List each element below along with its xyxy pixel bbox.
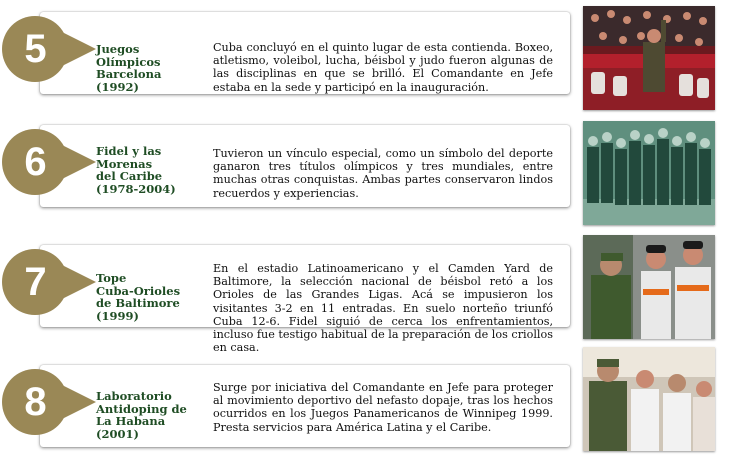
event-photo [583,347,715,451]
event-description: Tuvieron un vínculo especial, como un símbolo del deporte ganaron tres títulos olímpicos y tres mundiales, entre muchas otras conquistas. Ambas partes conservaron lindos recuerdos y experiencias. [213,147,553,200]
event-photo [583,235,715,339]
badge-number: 7 [2,249,68,315]
team-group-photo [583,121,715,225]
event-title: Laboratorio Antidoping de La Habana (2001) [96,389,187,441]
event-title: Juegos Olímpicos Barcelona (1992) [96,42,162,94]
event-row-6 [0,113,750,225]
number-badge [0,0,110,110]
badge-number: 6 [2,129,68,195]
baseball-players-photo [583,235,715,339]
event-description: Cuba concluyó en el quinto lugar de esta contienda. Boxeo, atletismo, voleibol, lucha, béisbol y judo fueron algunas de las disciplinas en que se brilló. El Comandante en Jefe estaba en la sede y participó en la inauguración. [213,41,553,94]
event-title: Tope Cuba-Orioles de Baltimore (1999) [96,271,181,323]
event-title: Fidel y las Morenas del Caribe (1978-2004) [96,144,176,196]
number-badge [0,233,110,343]
event-photo [583,6,715,110]
event-row-8 [0,353,750,465]
event-photo [583,121,715,225]
number-badge [0,113,110,223]
event-row-7 [0,233,750,355]
badge-number: 5 [2,16,68,82]
stadium-crowd-photo [583,6,715,110]
event-description: En el estadio Latinoamericano y el Camden Yard de Baltimore, la selección nacional de béisbol retó a los Orioles de las Grandes Ligas. Acá se impusieron los visitantes 3-2 en 11 entradas. En suelo norteño triunfó Cuba 12-6. Fidel siguió de cerca los enfrentamientos, incluso fue testigo habitual de la preparación de los criollos en casa. [213,262,553,355]
number-badge [0,353,110,463]
laboratory-visit-photo [583,347,715,451]
badge-number: 8 [2,369,68,435]
event-description: Surge por iniciativa del Comandante en Jefe para proteger al movimiento deportivo del nefasto dopaje, tras los hechos ocurridos en los Juegos Panamericanos de Winnipeg 1999. Presta servicios para América Latina y el Caribe. [213,381,553,434]
event-row-5 [0,0,750,112]
